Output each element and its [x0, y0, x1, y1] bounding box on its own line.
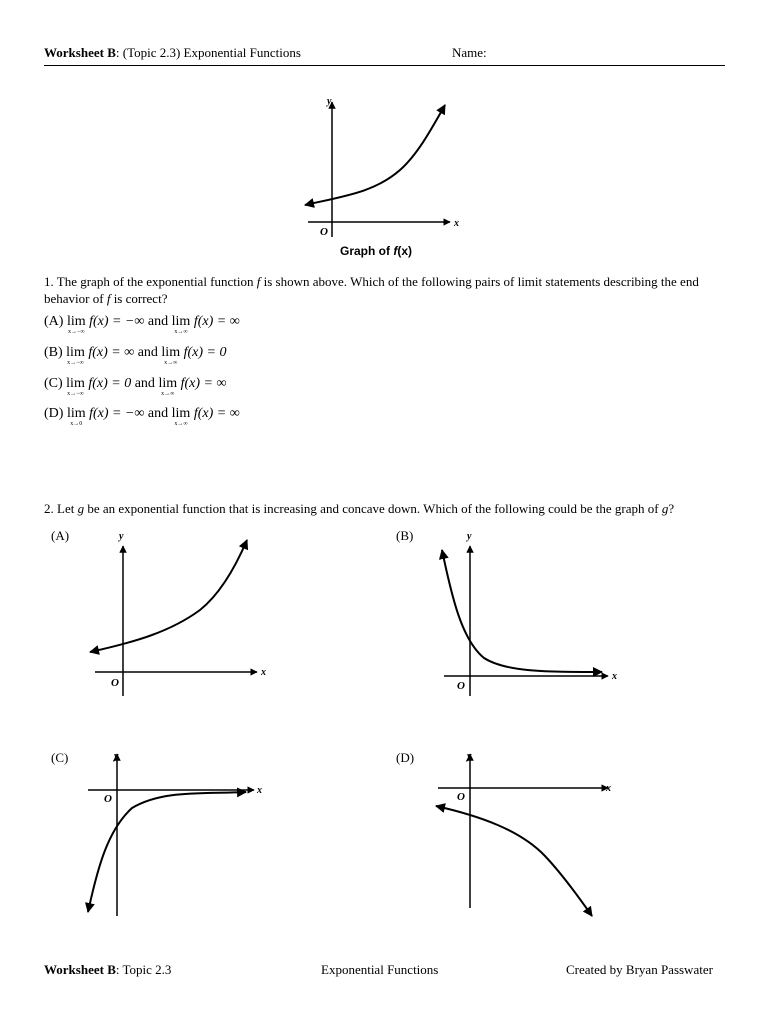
joiner: and	[147, 406, 169, 421]
lim-word: lim	[158, 376, 178, 391]
curve-b	[442, 550, 602, 672]
lim-sub: x→∞	[164, 360, 178, 366]
limit-1	[66, 375, 85, 398]
q2-func-name: g	[77, 501, 85, 516]
limit-2	[158, 375, 177, 398]
limit-2-expr: f(x) = 0	[183, 345, 227, 360]
q1-option-c[interactable]	[44, 375, 226, 398]
footer-right: Created by Bryan Passwater	[566, 962, 713, 977]
curve-f	[305, 105, 445, 205]
main-graph-f	[300, 92, 470, 242]
q2-option-d-label[interactable]: (D)	[396, 750, 415, 765]
x-axis-label: x	[257, 785, 262, 796]
lim-word: lim	[66, 406, 86, 421]
name-label: Name:	[452, 45, 487, 60]
limit-2	[172, 313, 191, 336]
lim-sub: x→−∞	[67, 329, 85, 335]
q2-option-c-label[interactable]: (C)	[51, 750, 69, 765]
origin-label: O	[457, 680, 465, 692]
header-rule	[44, 65, 725, 66]
option-label: (C)	[44, 376, 63, 391]
lim-sub: x→∞	[174, 421, 188, 427]
caption-prefix: Graph of	[340, 244, 394, 258]
origin-label: O	[320, 226, 328, 238]
q2-option-c-graph[interactable]	[82, 746, 272, 918]
lim-word: lim	[171, 406, 191, 421]
q2-text-part3: ?	[668, 501, 675, 516]
limit-2-expr: f(x) = ∞	[193, 314, 240, 329]
lim-word: lim	[66, 345, 85, 360]
q1-option-b[interactable]	[44, 344, 226, 367]
limit-1-expr: f(x) = 0	[88, 376, 132, 391]
option-label: (A)	[44, 314, 64, 329]
origin-label: O	[104, 793, 112, 805]
q2-option-b-graph[interactable]	[436, 528, 628, 700]
y-axis-label: y	[467, 531, 472, 542]
y-axis-label: y	[467, 751, 472, 762]
footer-center: Exponential Functions	[321, 962, 439, 977]
origin-label: O	[457, 791, 465, 803]
lim-sub: x→0	[70, 421, 83, 427]
curve-a	[90, 540, 247, 652]
footer-left	[44, 962, 171, 978]
q1-func-name: f	[256, 274, 261, 289]
limit-2	[172, 405, 191, 428]
limit-2-expr: f(x) = ∞	[193, 406, 240, 421]
main-graph-caption	[340, 244, 412, 258]
limit-1-expr: f(x) = −∞	[89, 314, 145, 329]
x-axis-label: x	[261, 667, 266, 678]
limit-2	[161, 344, 180, 367]
q1-text-part3: is correct?	[110, 291, 168, 306]
lim-sub: x→−∞	[67, 360, 84, 366]
q2-option-d-graph[interactable]	[430, 746, 622, 922]
footer-worksheet-bold: Worksheet B	[44, 962, 116, 977]
question-2-text	[44, 500, 734, 517]
y-axis-label: y	[327, 96, 332, 107]
joiner: and	[134, 376, 155, 391]
q2-func-name-2: g	[661, 501, 669, 516]
lim-sub: x→∞	[174, 329, 188, 335]
lim-word: lim	[66, 314, 86, 329]
option-label: (B)	[44, 345, 63, 360]
joiner: and	[137, 345, 158, 360]
y-axis-label: y	[114, 751, 119, 762]
origin-label: O	[111, 677, 119, 689]
worksheet-title-topic: : (Topic 2.3) Exponential Functions	[115, 45, 301, 60]
worksheet-header	[44, 45, 301, 61]
question-1-text	[44, 273, 724, 307]
lim-sub: x→∞	[161, 391, 175, 397]
x-axis-label: x	[612, 671, 617, 682]
q1-text-part1: 1. The graph of the exponential function	[44, 274, 257, 289]
q2-text-part1: 2. Let	[44, 501, 78, 516]
x-axis-label: x	[606, 783, 611, 794]
lim-sub: x→−∞	[67, 391, 84, 397]
limit-1	[67, 405, 86, 428]
q2-option-a-graph[interactable]	[85, 528, 275, 700]
limit-1-expr: f(x) = ∞	[88, 345, 135, 360]
lim-word: lim	[171, 314, 191, 329]
footer-topic: : Topic 2.3	[115, 962, 172, 977]
x-axis-label: x	[454, 218, 459, 229]
limit-2-expr: f(x) = ∞	[180, 376, 227, 391]
q2-option-b-label[interactable]: (B)	[396, 528, 414, 543]
q2-text-part2: be an exponential function that is increasing and concave down. Which of the following could be the graph of	[84, 501, 662, 516]
limit-1	[66, 344, 85, 367]
lim-word: lim	[66, 376, 85, 391]
option-label: (D)	[44, 406, 64, 421]
y-axis-label: y	[119, 531, 124, 542]
caption-func: f	[393, 244, 398, 258]
curve-c	[88, 792, 246, 912]
q1-func-name-2: f	[106, 291, 111, 306]
q2-option-a-label[interactable]: (A)	[51, 528, 70, 543]
q1-option-d[interactable]	[44, 405, 240, 428]
curve-d	[436, 806, 592, 916]
q1-text-part2: is shown above. Which of the following pairs of limit statements describing the end behavior of	[44, 274, 699, 306]
limit-1-expr: f(x) = −∞	[89, 406, 145, 421]
caption-arg: (x)	[397, 244, 413, 258]
joiner: and	[147, 314, 169, 329]
worksheet-title-bold: Worksheet B	[44, 45, 116, 60]
lim-word: lim	[161, 345, 181, 360]
limit-1	[67, 313, 86, 336]
q1-option-a[interactable]	[44, 313, 240, 336]
